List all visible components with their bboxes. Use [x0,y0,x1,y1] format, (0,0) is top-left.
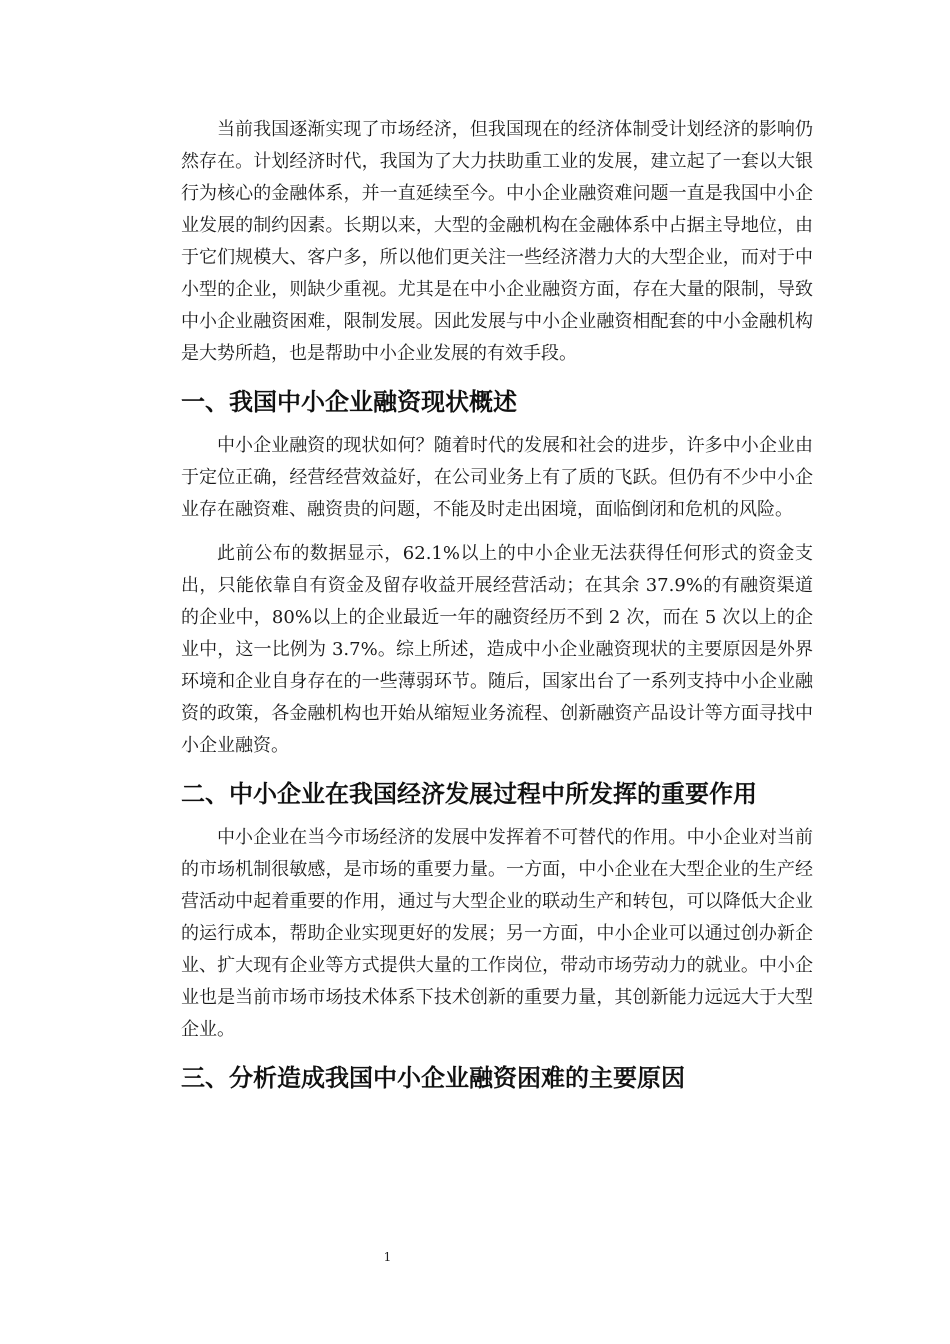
section-1-paragraph-2: 此前公布的数据显示，62.1%以上的中小企业无法获得任何形式的资金支出，只能依靠自有资金及留存收益开展经营活动；在其余 37.9%的有融资渠道的企业中，80%以上的企业最近一年的融资经历不到 2 次，而在 5 次以上的企业中，这一比例为 3.7%。综上所述，造成中小企业融资现状的主要原因是外界环境和企业自身存在的一些薄弱环节。随后，国家出台了一系列支持中小企业融资的政策，各金融机构也开始从缩短业务流程、创新融资产品设计等方面寻找中小企业融资。 [181,543,813,756]
section-1-paragraph-1: 中小企业融资的现状如何？随着时代的发展和社会的进步，许多中小企业由于定位正确，经营经营效益好，在公司业务上有了质的飞跃。但仍有不少中小企业存在融资难、融资贵的问题，不能及时走出困境，面临倒闭和危机的风险。 [181,435,813,520]
section-heading-1: 一、我国中小企业融资现状概述 [181,388,517,416]
section-2-paragraph-1: 中小企业在当今市场经济的发展中发挥着不可替代的作用。中小企业对当前的市场机制很敏感，是市场的重要力量。一方面，中小企业在大型企业的生产经营活动中起着重要的作用，通过与大型企业的联动生产和转包，可以降低大企业的运行成本，帮助企业实现更好的发展；另一方面，中小企业可以通过创办新企业、扩大现有企业等方式提供大量的工作岗位，带动市场劳动力的就业。中小企业也是当前市场市场技术体系下技术创新的重要力量，其创新能力远远大于大型企业。 [181,827,813,1040]
intro-paragraph: 当前我国逐渐实现了市场经济，但我国现在的经济体制受计划经济的影响仍然存在。计划经济时代，我国为了大力扶助重工业的发展，建立起了一套以大银行为核心的金融体系，并一直延续至今。中小企业融资难问题一直是我国中小企业发展的制约因素。长期以来，大型的金融机构在金融体系中占据主导地位，由于它们规模大、客户多，所以他们更关注一些经济潜力大的大型企业，而对于中小型的企业，则缺少重视。尤其是在中小企业融资方面，存在大量的限制，导致中小企业融资困难，限制发展。因此发展与中小企业融资相配套的中小金融机构是大势所趋，也是帮助中小企业发展的有效手段。 [181,119,813,364]
document-body [181,114,813,1106]
page-number: 1 [383,1250,392,1264]
section-heading-3: 三、分析造成我国中小企业融资困难的主要原因 [181,1064,685,1092]
section-heading-2: 二、中小企业在我国经济发展过程中所发挥的重要作用 [181,780,757,808]
